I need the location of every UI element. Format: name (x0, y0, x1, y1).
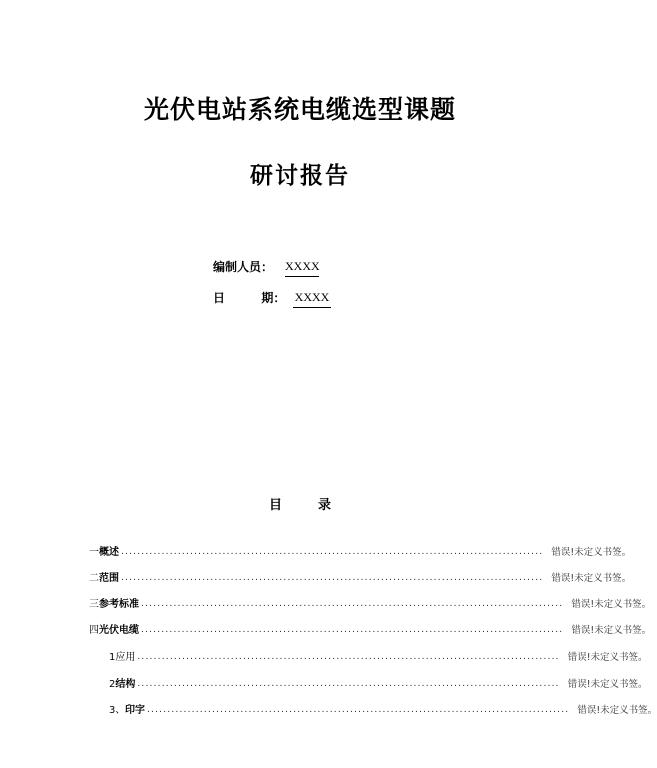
report-title-line1: 光伏电站系统电缆选型课题 (143, 95, 456, 124)
toc-entry[interactable] (89, 568, 632, 584)
toc-entry-text: 范围 (99, 573, 119, 584)
date-label-a: 日 (213, 291, 226, 305)
toc-subentry[interactable] (89, 700, 657, 716)
toc-leader-dots: ........................................................................................................ (137, 652, 560, 662)
toc-leader-dots: ........................................................................................................ (147, 705, 570, 715)
toc-leader-dots: ........................................................................................................ (141, 599, 564, 609)
toc-entry-page: 错误!未定义书签。 (551, 573, 632, 584)
toc-leader-dots: ........................................................................................................ (141, 625, 564, 635)
toc-entry-number: 四 (89, 625, 99, 636)
toc-entry-page: 错误!未定义书签。 (567, 652, 648, 663)
report-title-line2: 研讨报告 (250, 163, 350, 189)
toc-entry-page: 错误!未定义书签。 (571, 599, 652, 610)
toc-entry-number: 三 (89, 599, 99, 610)
author-label: 编制人员： (213, 260, 274, 274)
toc-entry[interactable] (89, 542, 632, 558)
toc-entry-number: 一 (89, 547, 99, 558)
toc-entry[interactable] (89, 620, 652, 636)
author-value: XXXX (285, 257, 319, 277)
toc-entry-number: 二 (89, 573, 99, 584)
toc-heading-b: 录 (318, 498, 332, 513)
toc-entry-number: 3、 (109, 705, 126, 716)
toc-entry-page: 错误!未定义书签。 (551, 547, 632, 558)
toc-entry-text: 应用 (115, 652, 136, 663)
toc-entry-text: 概述 (99, 547, 119, 558)
toc-entry-page: 错误!未定义书签。 (577, 705, 657, 716)
toc-heading-a: 目 (268, 498, 282, 513)
toc-leader-dots: ........................................................................................................ (121, 547, 544, 557)
date-value: XXXX (293, 288, 331, 308)
toc-entry-text: 参考标准 (99, 599, 139, 610)
toc-leader-dots: ........................................................................................................ (137, 679, 560, 689)
toc-entry-number: 1 (109, 652, 116, 663)
toc-entry[interactable] (89, 594, 652, 610)
date-label-b: 期： (261, 291, 286, 305)
toc-entry-page: 错误!未定义书签。 (567, 679, 648, 690)
toc-entry-text: 印字 (125, 705, 145, 716)
author-row (213, 258, 320, 275)
toc-entry-text: 结构 (115, 679, 136, 690)
toc-subentry[interactable] (89, 674, 648, 690)
date-row (213, 289, 330, 306)
toc-entry-text: 光伏电缆 (99, 625, 139, 636)
toc-entry-number: 2 (109, 679, 116, 690)
toc-heading (0, 494, 600, 513)
toc-subentry[interactable] (89, 647, 648, 663)
toc-entry-page: 错误!未定义书签。 (571, 625, 652, 636)
toc-leader-dots: ........................................................................................................ (121, 573, 544, 583)
